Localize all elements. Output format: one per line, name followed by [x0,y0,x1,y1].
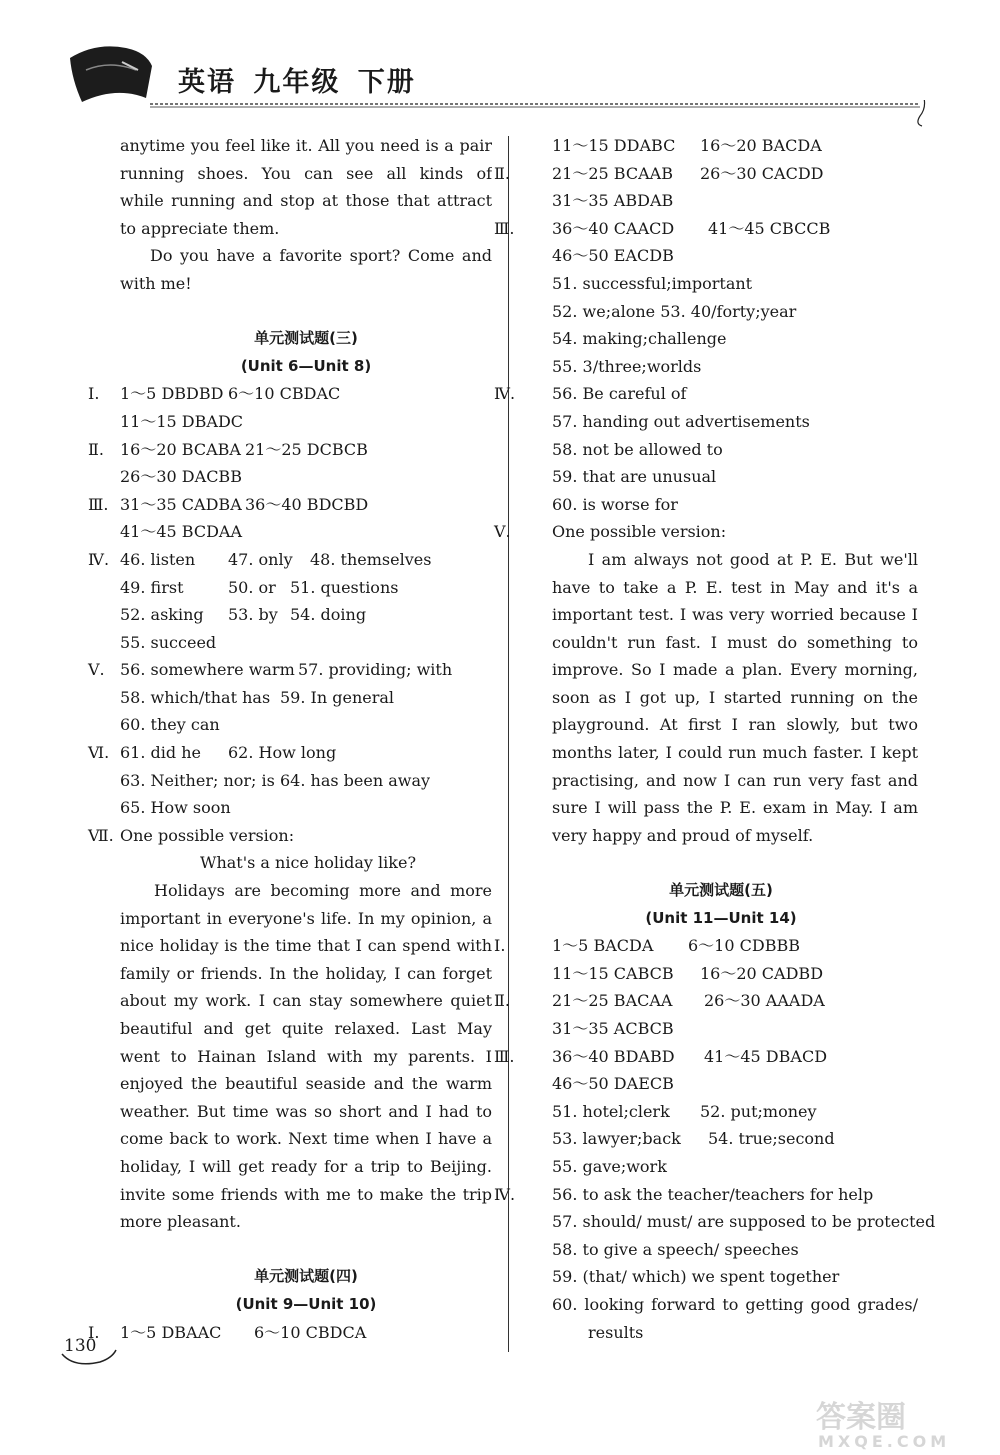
paragraph-text: important in everyone's life. In my opinion, a [120,908,492,928]
section-numeral: Ⅳ. [88,549,110,569]
answer-line [120,601,492,629]
answer-item: One possible version: [120,825,295,845]
paragraph-line [120,270,492,298]
answer-item: 64. has been away [280,770,431,790]
answer-line [120,408,492,436]
answer-line [88,380,492,408]
answer-line [524,1236,918,1264]
page-title: 英语 九年级 下册 [178,67,416,98]
section-numeral: Ⅳ. [494,1184,516,1204]
section-numeral: Ⅰ. [88,384,100,404]
paragraph-line [524,1291,918,1319]
answer-item: 1～5 BACDA [552,936,654,956]
answer-line [494,1181,918,1209]
paragraph-text: have to take a P. E. test in May and it's a [552,577,918,597]
paragraph-line [120,905,492,933]
paragraph-line [524,684,918,712]
paragraph-text: family or friends. In the holiday, I can forget [120,963,492,983]
paragraph-text: invite some friends with me to make the trip [120,1184,492,1204]
answer-line [494,987,918,1015]
answer-item: 60. is worse for [552,494,678,514]
answer-item: 41～45 DBACD [704,1046,828,1066]
paragraph-line [120,1043,492,1071]
header-book-icon [66,40,156,110]
answer-item: 26～30 DACBB [120,467,242,487]
answer-line [120,767,492,795]
paragraph-line [120,1181,492,1209]
paragraph-text: while running and stop at those that attract [120,191,492,211]
paragraph-line [120,1098,492,1126]
paragraph-text: with me! [120,273,192,293]
answer-item: 31～35 CADBA [120,494,242,514]
answer-line [524,270,918,298]
answer-item: 47. only [228,549,293,569]
paragraph-text: holiday, I will get ready for a trip to Beijing. [120,1156,492,1176]
answer-item: 52. asking [120,605,204,625]
paragraph-line [120,187,492,215]
paragraph-line [524,794,918,822]
answer-item: 46～50 EACDB [552,246,674,266]
answer-item: 6～10 CBDAC [228,384,341,404]
section-numeral: Ⅰ. [88,1322,100,1342]
answer-item: 16～20 BACDA [700,136,822,155]
answer-item: 57. handing out advertisements [552,411,810,431]
paragraph-line [524,711,918,739]
answer-line [88,822,492,850]
answer-line [120,463,492,491]
answer-item: results [588,1322,644,1342]
section-numeral: Ⅴ. [494,522,511,542]
answer-line [494,518,918,546]
answer-item: 59. (that/ which) we spent together [552,1267,840,1287]
header-rule [150,100,940,130]
column-divider [508,136,509,1352]
answer-item: 21～25 BACAA [552,991,673,1011]
section-subtitle: (Unit 11—Unit 14) [645,908,797,927]
answer-item: 58. which/that has [120,687,271,707]
answer-line [120,794,492,822]
answer-line [120,849,492,877]
answer-line [494,932,918,960]
watermark-logo [810,1395,980,1450]
answer-line [524,463,918,491]
answer-line [494,1043,918,1071]
section-title: 单元测试题(五) [669,881,773,900]
paragraph-line [120,132,492,160]
answer-item: 63. Neither; nor; is [120,770,275,790]
answer-item: 26～30 CACDD [700,163,824,183]
answer-line [120,574,492,602]
section-numeral: Ⅰ. [494,936,506,956]
right-column [494,132,936,1346]
answer-item: 41～45 CBCCB [708,218,831,238]
svg-text:答案圈: 答案圈 [816,1400,906,1435]
paragraph-text: Holidays are becoming more and more [154,881,492,901]
answer-line [120,711,492,739]
answer-line [524,1125,918,1153]
section-numeral: Ⅴ. [88,660,105,680]
answer-item: 55. succeed [120,632,217,652]
answer-line [524,187,918,215]
section-subtitle: (Unit 9—Unit 10) [235,1294,377,1313]
paragraph-line [120,1125,492,1153]
answer-item: 56. to ask the teacher/teachers for help [552,1184,874,1204]
answer-item: 60. they can [120,715,220,735]
answer-line [524,132,918,160]
answer-item: 50. or [228,577,276,597]
answer-line [524,1208,936,1236]
answer-item: 52. put;money [700,1101,817,1121]
answer-item: 59. that are unusual [552,467,717,487]
paragraph-line [120,160,492,188]
answer-item: 65. How soon [120,798,231,818]
answer-item: 26～30 AAADA [704,991,825,1011]
answer-item: 61. did he [120,743,201,763]
answer-line [524,298,918,326]
paragraph-text: anytime you feel like it. All you need is a pair [120,136,492,155]
answer-item: 1～5 DBAAC [120,1322,222,1342]
section-subtitle: (Unit 6—Unit 8) [240,356,372,375]
paragraph-text: nice holiday is the time that I can spend with [120,936,492,956]
section-numeral: Ⅲ. [494,218,515,238]
section-numeral: Ⅱ. [88,439,104,459]
section-numeral: Ⅱ. [494,163,510,183]
left-column [88,132,492,1346]
answer-item: 52. we;alone 53. 40/forty;year [552,301,797,321]
answer-item: 46. listen [120,549,196,569]
answer-line [88,436,492,464]
answer-item: 58. to give a speech/ speeches [552,1239,799,1259]
page-number: 130 [64,1336,97,1356]
answer-line [88,739,492,767]
paragraph-text: I am always not good at P. E. But we'll [588,549,918,569]
answer-item: 55. gave;work [552,1156,667,1176]
answer-item: 11～15 CABCB [552,963,674,983]
answer-item: 36～40 CAACD [552,218,675,238]
answer-item: 36～40 BDABD [552,1046,675,1066]
blank-line [524,849,918,877]
paragraph-text: more pleasant. [120,1212,241,1232]
answer-item: 46～50 DAECB [552,1074,674,1094]
paragraph-text: enjoyed the beautiful seaside and the warm [120,1074,492,1094]
paragraph-text: weather. But time was so short and I had to [120,1101,492,1121]
section-numeral: Ⅳ. [494,384,516,404]
answer-line [524,1070,918,1098]
answer-item: 51. successful;important [552,273,753,293]
paragraph-text: Do you have a favorite sport? Come and [150,246,492,266]
paragraph-text: improve. So I made a plan. Every morning, [552,660,918,680]
answer-item: 53. by [228,605,278,625]
answer-line [524,1263,918,1291]
answer-item: 58. not be allowed to [552,439,723,459]
answer-line [524,491,918,519]
answer-line [524,1153,918,1181]
paragraph-line [524,574,918,602]
answer-line [524,325,918,353]
paragraph-line [120,1208,492,1236]
answer-item: 62. How long [228,743,337,763]
answer-item: 21～25 DCBCB [245,439,368,459]
paragraph-text: months later, I could run much faster. I kept [552,743,918,763]
paragraph-text: playground. At first I ran slowly, but two [552,715,918,735]
answer-item: 56. somewhere warm [120,660,295,680]
section-title: 单元测试题(四) [254,1267,358,1286]
answer-line [88,656,492,684]
answer-item: 57. should/ must/ are supposed to be protected [552,1212,936,1232]
paragraph-line [524,739,918,767]
answer-line [494,215,918,243]
answer-line [524,1098,918,1126]
paragraph-text: come back to work. Next time when I have a [120,1129,492,1149]
paragraph-line [524,656,918,684]
answer-item: 11～15 DBADC [120,411,244,431]
answer-line [524,353,918,381]
paragraph-text: to appreciate them. [120,218,280,238]
paragraph-line [120,987,492,1015]
paragraph-text: beautiful and get quite relaxed. Last May [120,1019,492,1038]
paragraph-text: practising, and now I can run very fast and [552,770,918,790]
answer-item: 31～35 ACBCB [552,1019,674,1038]
paragraph-line [120,215,492,243]
answer-item: 48. themselves [310,549,432,569]
answer-line [524,408,918,436]
paragraph-line [120,1070,492,1098]
answer-item: One possible version: [552,522,727,542]
section-numeral: Ⅵ. [88,743,110,763]
paragraph-text: running shoes. You can see all kinds of [120,163,492,183]
answer-line [120,684,492,712]
paragraph-line [120,1015,492,1043]
section-numeral: Ⅲ. [494,1046,515,1066]
answer-line [524,960,918,988]
answer-item: 16～20 BCABA [120,439,241,459]
answer-item: 49. first [120,577,184,597]
paragraph-text: very happy and proud of myself. [552,825,814,845]
paragraph-text: soon as I got up, I started running on the [552,687,918,707]
paragraph-line [120,877,492,905]
section-numeral: Ⅲ. [88,494,109,514]
answer-item: 1～5 DBDBD [120,384,224,404]
answer-item: 51. questions [290,577,399,597]
paragraph-line [120,1153,492,1181]
svg-text:MXQE.COM: MXQE.COM [818,1432,951,1450]
answer-line [88,546,492,574]
answer-line [494,380,918,408]
paragraph-line [524,546,918,574]
answer-line [524,1015,918,1043]
answer-item: 31～35 ABDAB [552,191,674,211]
answer-item: 59. In general [280,687,395,707]
answer-item: 16～20 CADBD [700,963,824,983]
section-title: 单元测试题(三) [254,329,358,348]
paragraph-line [524,822,918,850]
answer-line [88,1319,492,1347]
paragraph-text: about my work. I can stay somewhere quiet [120,991,492,1011]
answer-line [120,629,492,657]
answer-item: 53. lawyer;back [552,1129,681,1149]
paragraph-text: couldn't run fast. I must do something to [552,632,918,652]
answer-item: 54. making;challenge [552,329,727,349]
answer-item: 51. hotel;clerk [552,1101,670,1121]
answer-line [524,1319,918,1347]
page-header [0,0,1000,130]
paragraph-line [120,960,492,988]
answer-item: 6～10 CBDCA [254,1322,367,1342]
answer-item: 55. 3/three;worlds [552,356,702,376]
paragraph-text: important test. I was very worried because I [552,605,918,625]
answer-line [494,160,918,188]
blank-line [120,1236,492,1264]
answer-item: 41～45 BCDAA [120,522,243,542]
section-numeral: Ⅱ. [494,991,510,1011]
answer-item: 54. doing [290,605,367,625]
answer-item: 6～10 CDBBB [688,936,800,956]
answer-line [524,436,918,464]
paragraph-text: 60. looking forward to getting good grades/ [552,1294,918,1314]
answer-item: 21～25 BCAAB [552,163,673,183]
answer-line [120,518,492,546]
paragraph-line [524,629,918,657]
answer-item: 57. providing; with [298,660,453,680]
paragraph-line [524,767,918,795]
answer-line [524,242,918,270]
paragraph-text: sure I will pass the P. E. exam in May. I am [552,798,918,818]
section-numeral: Ⅶ. [88,825,114,845]
answer-item: 54. true;second [708,1129,835,1149]
answer-item: What's a nice holiday like? [200,853,417,873]
answer-item: 36～40 BDCBD [245,494,369,514]
answer-item: 56. Be careful of [552,384,687,404]
paragraph-text: went to Hainan Island with my parents. I [120,1046,492,1066]
answer-line [88,491,492,519]
paragraph-line [524,601,918,629]
blank-line [120,298,492,326]
paragraph-line [120,932,492,960]
paragraph-line [120,242,492,270]
answer-item: 11～15 DDABC [552,136,676,155]
